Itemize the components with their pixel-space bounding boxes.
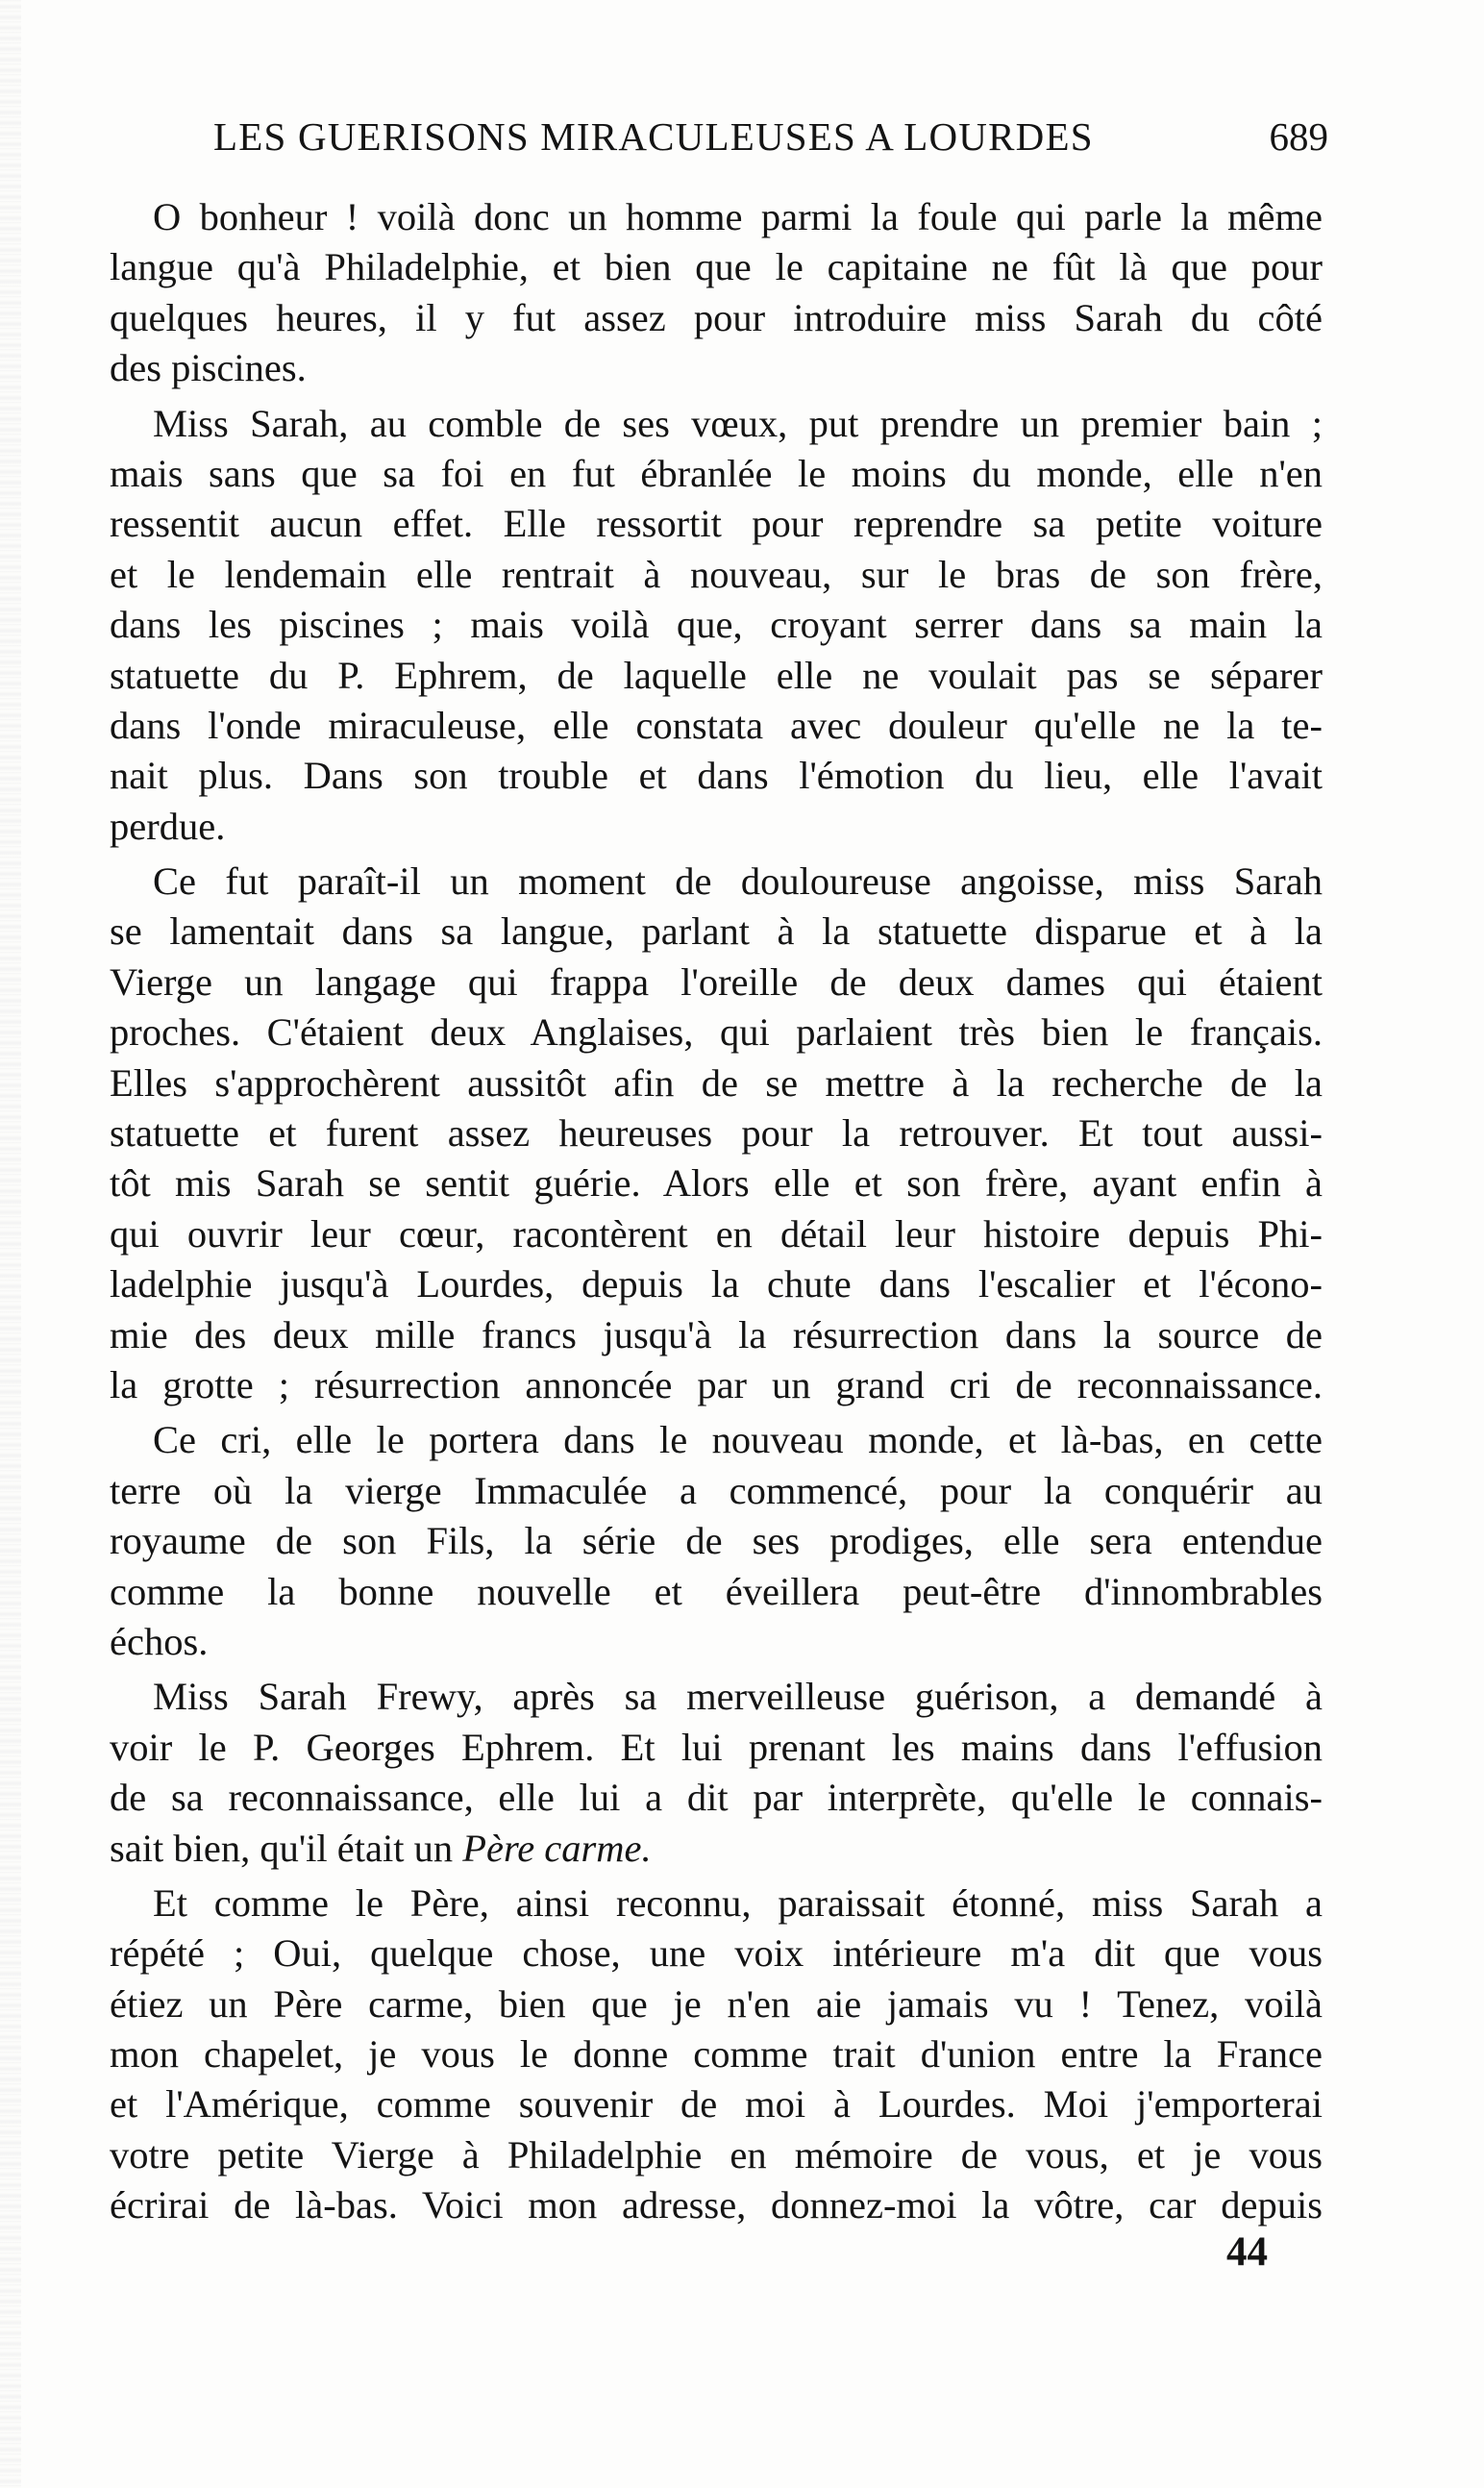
text-line: statuette du P. Ephrem, de laquelle elle ne voulait pas se séparer (110, 653, 1323, 697)
text-line: votre petite Vierge à Philadelphie en mémoire de vous, et je vous (110, 2132, 1323, 2177)
text-line: mie des deux mille francs jusqu'à la résurrection dans la source de (110, 1312, 1323, 1356)
text-line: terre où la vierge Immaculée a commencé, pour la conquérir au (110, 1468, 1323, 1512)
text-line: se lamentait dans sa langue, parlant à la statuette disparue et à la (110, 909, 1323, 954)
paragraph (110, 192, 1323, 394)
text-line: statuette et furent assez heureuses pour la retrouver. Et tout aussi- (110, 1111, 1323, 1156)
text-run: sait bien, qu'il était un (110, 1826, 463, 1870)
text-line: tôt mis Sarah se sentit guérie. Alors elle et son frère, ayant enfin à (110, 1161, 1323, 1206)
signature-mark: 44 (1226, 2229, 1268, 2275)
text-line: nait plus. Dans son trouble et dans l'émotion du lieu, elle l'avait (110, 754, 1323, 798)
text-line: et l'Amérique, comme souvenir de moi à Lourdes. Moi j'emporterai (110, 2082, 1323, 2127)
text-line: étiez un Père carme, bien que je n'en aie jamais vu ! Tenez, voilà (110, 1981, 1323, 2026)
text-line: voir le P. Georges Ephrem. Et lui prenant les mains dans l'effusion (110, 1725, 1323, 1769)
text-line: ladelphie jusqu'à Lourdes, depuis la chute dans l'escalier et l'écono- (110, 1262, 1323, 1306)
italic-phrase: Père carme. (462, 1826, 652, 1870)
text-line: Et comme le Père, ainsi reconnu, paraissait étonné, miss Sarah a (153, 1880, 1323, 1925)
text-line: dans l'onde miraculeuse, elle constata avec douleur qu'elle ne la te- (110, 703, 1323, 747)
text-line: la grotte ; résurrection annoncée par un grand cri de reconnaissance. (110, 1362, 1323, 1406)
text-line: proches. C'étaient deux Anglaises, qui parlaient très bien le français. (110, 1010, 1323, 1055)
running-title: LES GUERISONS MIRACULEUSES A LOURDES (213, 114, 1094, 159)
paragraph (110, 1415, 1323, 1667)
paragraph (110, 857, 1323, 1410)
text-line: qui ouvrir leur cœur, racontèrent en détail leur histoire depuis Phi- (110, 1211, 1323, 1256)
text-line: Miss Sarah, au comble de ses vœux, put prendre un premier bain ; (153, 401, 1323, 445)
running-head (213, 113, 1328, 167)
text-line: comme la bonne nouvelle et éveillera peut-être d'innombrables (110, 1569, 1323, 1613)
page-edge-speckle (0, 0, 21, 2488)
text-line: dans les piscines ; mais voilà que, croyant serrer dans sa main la (110, 603, 1323, 647)
text-line: ressentit aucun effet. Elle ressortit pour reprendre sa petite voiture (110, 502, 1323, 546)
text-line: O bonheur ! voilà donc un homme parmi la foule qui parle la même (153, 195, 1323, 238)
text-line: royaume de son Fils, la série de ses prodiges, elle sera entendue (110, 1519, 1323, 1563)
text-line: échos. (110, 1619, 209, 1663)
text-line: Ce fut paraît-il un moment de douloureuse angoisse, miss Sarah (153, 859, 1323, 904)
paragraph (110, 1878, 1323, 2231)
paragraph (110, 399, 1323, 853)
text-line: Miss Sarah Frewy, après sa merveilleuse guérison, a demandé à (153, 1675, 1323, 1719)
text-line: de sa reconnaissance, elle lui a dit par interprète, qu'elle le connais- (110, 1776, 1323, 1820)
text-line-with-italic (110, 1824, 1323, 1874)
text-line: langue qu'à Philadelphie, et bien que le capitaine ne fût là que pour (110, 245, 1323, 289)
text-line: Elles s'approchèrent aussitôt afin de se mettre à la recherche de la (110, 1060, 1323, 1105)
text-line: mon chapelet, je vous le donne comme trait d'union entre la France (110, 2032, 1323, 2077)
text-line: quelques heures, il y fut assez pour introduire miss Sarah du côté (110, 295, 1323, 339)
text-line: répété ; Oui, quelque chose, une voix intérieure m'a dit que vous (110, 1931, 1323, 1976)
body-text (110, 192, 1323, 2236)
text-line: des piscines. (110, 346, 307, 390)
paragraph (110, 1672, 1323, 1874)
text-line: Vierge un langage qui frappa l'oreille de deux dames qui étaient (110, 959, 1323, 1004)
text-line: et le lendemain elle rentrait à nouveau, sur le bras de son frère, (110, 552, 1323, 596)
text-line: mais sans que sa foi en fut ébranlée le moins du monde, elle n'en (110, 451, 1323, 495)
text-line: écrirai de là-bas. Voici mon adresse, donnez-moi la vôtre, car depuis (110, 2183, 1323, 2227)
text-line: perdue. (110, 804, 226, 848)
text-line: Ce cri, elle le portera dans le nouveau monde, et là-bas, en cette (153, 1418, 1323, 1462)
page-number: 689 (1269, 114, 1328, 159)
